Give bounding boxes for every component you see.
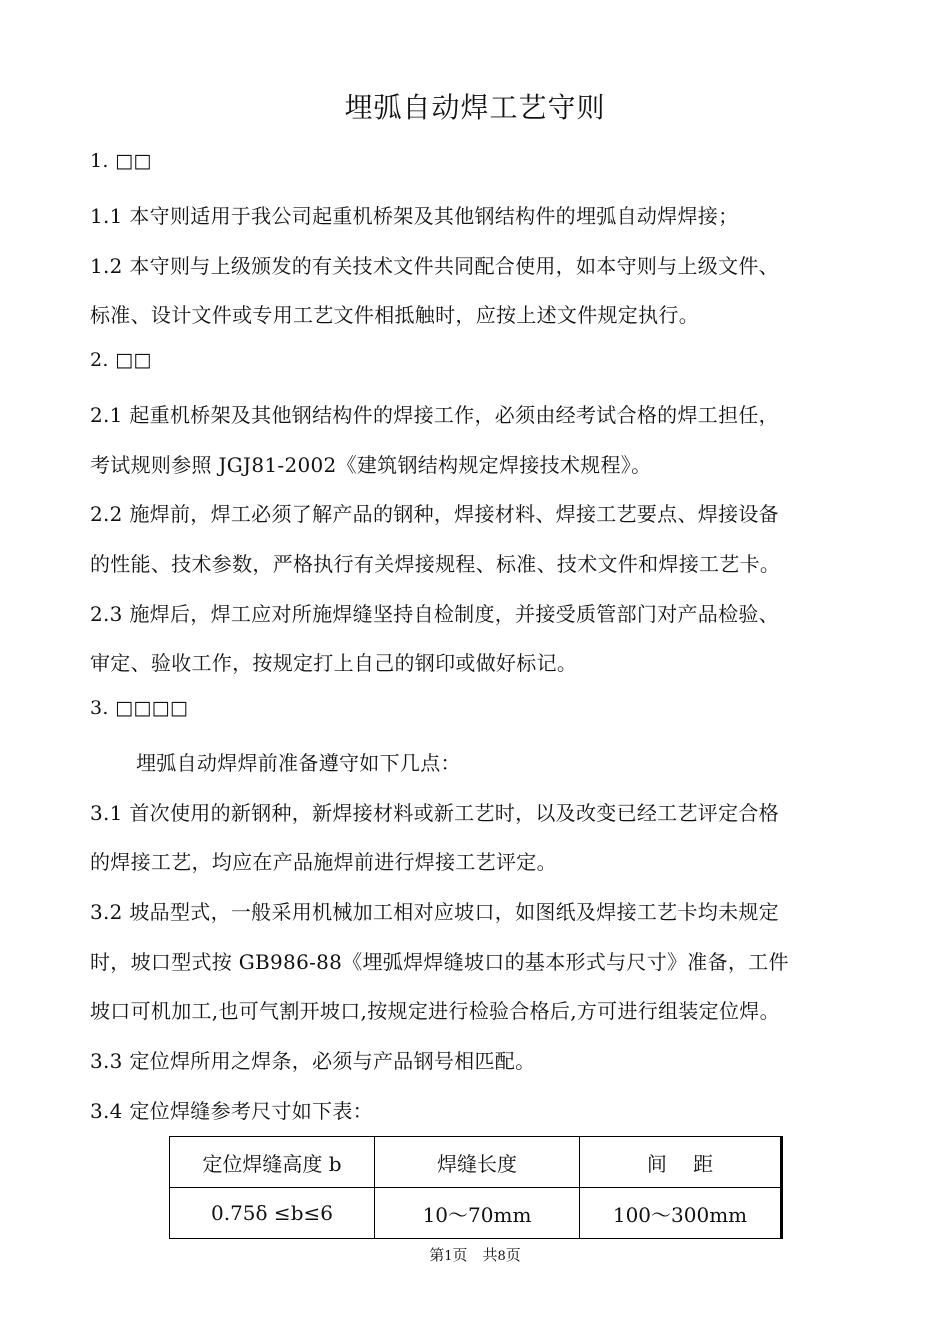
- page-footer: [0, 1244, 950, 1265]
- paragraph-line: 3.1 首次使用的新钢种，新焊接材料或新工艺时，以及改变已经工艺评定合格: [90, 801, 779, 825]
- table-header-row: [170, 1137, 782, 1188]
- paragraph-line: 的焊接工艺，均应在产品施焊前进行焊接工艺评定。: [90, 850, 557, 874]
- weld-size-table: [169, 1136, 783, 1239]
- footer-suffix: 页: [505, 1246, 521, 1264]
- paragraph-line: 2.3 施焊后，焊工应对所施焊缝坚持自检制度，并接受质管部门对产品检验、: [90, 602, 779, 626]
- paragraph-line: 审定、验收工作，按规定打上自己的钢印或做好标记。: [90, 651, 578, 675]
- section-heading-1: 1. □□: [90, 150, 152, 172]
- paragraph-line: 埋弧自动焊焊前准备遵守如下几点：: [136, 751, 461, 775]
- paragraph-line: 2.2 施焊前，焊工必须了解产品的钢种，焊接材料、焊接工艺要点、焊接设备: [90, 502, 779, 526]
- table-cell: 0.75δ ≤b≤6: [170, 1188, 375, 1239]
- paragraph-line: 1.1 本守则适用于我公司起重机桥架及其他钢结构件的埋弧自动焊焊接；: [90, 204, 739, 228]
- table-header-cell: 定位焊缝高度 b: [170, 1137, 375, 1188]
- paragraph-line: 1.2 本守则与上级颁发的有关技术文件共同配合使用，如本守则与上级文件、: [90, 254, 779, 278]
- paragraph-line: 3.2 坡品型式，一般采用机械加工相对应坡口，如图纸及焊接工艺卡均未规定: [90, 900, 779, 924]
- paragraph-line: 的性能、技术参数，严格执行有关焊接规程、标准、技术文件和焊接工艺卡。: [90, 552, 781, 576]
- paragraph-line: 考试规则参照 JGJ81-2002《建筑钢结构规定焊接技术规程》。: [90, 453, 652, 477]
- footer-total-pages: 8: [497, 1249, 506, 1264]
- paragraph-line: 时，坡口型式按 GB986-88《埋弧焊焊缝坡口的基本形式与尺寸》准备，工件: [90, 950, 789, 974]
- table-cell: 100～300mm: [580, 1188, 782, 1239]
- footer-prefix: 第: [429, 1246, 445, 1264]
- table-row: [170, 1188, 782, 1239]
- table-cell: 10～70mm: [375, 1188, 580, 1239]
- section-heading-2: 2. □□: [90, 349, 152, 371]
- paragraph-line: 坡口可机加工,也可气割开坡口,按规定进行检验合格后,方可进行组装定位焊。: [90, 999, 780, 1023]
- table-header-cell: 间 距: [580, 1137, 782, 1188]
- paragraph-line: 3.4 定位焊缝参考尺寸如下表：: [90, 1099, 373, 1123]
- paragraph-line: 标准、设计文件或专用工艺文件相抵触时，应按上述文件规定执行。: [90, 303, 699, 327]
- paragraph-line: 3.3 定位焊所用之焊条，必须与产品钢号相匹配。: [90, 1049, 536, 1073]
- paragraph-line: 2.1 起重机桥架及其他钢结构件的焊接工作，必须由经考试合格的焊工担任，: [90, 403, 779, 427]
- footer-page-number: 1: [444, 1249, 453, 1264]
- footer-mid: 页 共: [452, 1246, 498, 1264]
- table-header-cell: 焊缝长度: [375, 1137, 580, 1188]
- document-title: 埋弧自动焊工艺守则: [344, 91, 606, 124]
- section-heading-3: 3. □□□□: [90, 697, 189, 719]
